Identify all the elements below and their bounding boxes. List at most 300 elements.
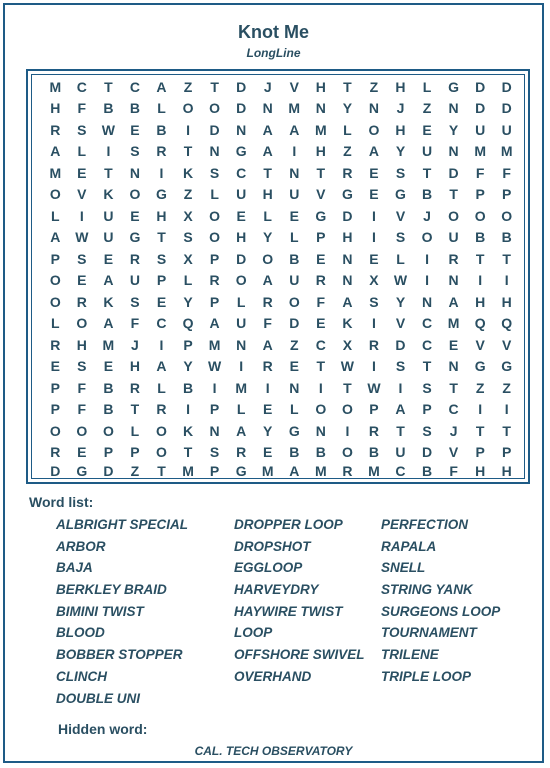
grid-cell: O [341, 444, 353, 461]
grid-cell: X [369, 272, 379, 289]
grid-cell: D [501, 100, 512, 117]
grid-cell: I [345, 422, 350, 439]
grid-cell: A [262, 272, 273, 289]
grid-cell: T [157, 229, 166, 246]
grid-cell: T [130, 401, 140, 418]
grid-cell: R [209, 272, 220, 289]
grid-cell: O [156, 444, 167, 461]
word-list-item: TRILENE [381, 647, 439, 663]
grid-cell: E [263, 401, 273, 418]
grid-cell: E [448, 336, 459, 353]
grid-cell: I [159, 336, 164, 353]
grid-cell: W [101, 121, 115, 138]
grid-cell: Z [343, 143, 352, 160]
grid-cell: B [315, 444, 326, 461]
grid-cell: I [371, 315, 376, 332]
grid-cell: G [341, 186, 353, 203]
grid-cell: D [50, 463, 61, 479]
grid-cell: V [289, 78, 299, 95]
letter-grid-inner-frame [31, 74, 525, 479]
grid-cell: O [49, 422, 61, 439]
grid-cell: E [156, 293, 167, 310]
grid-cell: N [236, 336, 247, 353]
grid-cell: N [209, 143, 220, 160]
grid-cell: N [129, 164, 140, 181]
grid-cell: E [289, 358, 299, 375]
grid-cell: S [209, 164, 220, 181]
grid-cell: Y [395, 293, 406, 310]
grid-cell: B [129, 100, 140, 117]
grid-cell: I [504, 272, 509, 289]
grid-cell: Y [448, 121, 459, 138]
grid-cell: B [103, 379, 114, 396]
grid-cell: N [289, 379, 300, 396]
grid-cell: W [340, 358, 354, 375]
grid-cell: I [186, 401, 190, 418]
grid-cell: A [342, 293, 353, 310]
grid-cell: G [474, 358, 486, 375]
grid-cell: M [474, 143, 486, 160]
grid-cell: T [316, 164, 326, 181]
grid-cell: L [343, 121, 352, 138]
grid-cell: V [316, 186, 326, 203]
word-list-item: RAPALA [381, 538, 437, 554]
word-list-item: BAJA [56, 560, 93, 576]
grid-cell: Z [289, 336, 299, 353]
grid-cell: C [129, 78, 140, 95]
grid-cell: F [77, 401, 87, 418]
grid-cell: G [235, 463, 247, 479]
grid-cell: H [395, 78, 406, 95]
hidden-word-answer: CAL. TECH OBSERVATORY [194, 744, 353, 758]
grid-cell: Y [183, 358, 193, 375]
grid-cell: R [156, 401, 167, 418]
grid-cell: O [262, 250, 274, 267]
word-list-item: BOBBER STOPPER [56, 647, 183, 663]
grid-cell: S [77, 121, 87, 138]
grid-cell: S [395, 229, 406, 246]
grid-cell: N [289, 164, 300, 181]
grid-cell: T [104, 164, 113, 181]
grid-cell: O [501, 207, 513, 224]
grid-cell: I [79, 207, 84, 224]
grid-cell: K [182, 422, 194, 439]
grid-cell: E [369, 250, 379, 267]
grid-cell: T [502, 422, 511, 439]
grid-cell: F [77, 379, 87, 396]
grid-cell: X [183, 207, 193, 224]
word-list-item: BIMINI TWIST [56, 603, 144, 619]
grid-cell: H [129, 358, 140, 375]
grid-cell: A [156, 78, 167, 95]
grid-cell: Z [502, 379, 511, 396]
grid-cell: M [500, 143, 513, 160]
grid-cell: F [263, 315, 272, 332]
grid-cell: D [475, 100, 486, 117]
grid-cell: U [103, 207, 114, 224]
grid-cell: S [77, 250, 87, 267]
grid-cell: I [159, 164, 164, 181]
grid-cell: O [49, 293, 61, 310]
grid-cell: D [342, 207, 353, 224]
grid-cell: K [342, 315, 353, 332]
grid-cell: W [75, 229, 89, 246]
grid-cell: P [50, 379, 60, 396]
grid-cell: N [315, 422, 326, 439]
grid-cell: I [371, 358, 376, 375]
grid-cell: O [76, 315, 88, 332]
grid-cell: O [341, 401, 353, 418]
grid-cell: S [130, 143, 140, 160]
grid-cell: E [369, 186, 379, 203]
grid-cell: P [316, 229, 326, 246]
grid-cell: K [182, 164, 194, 181]
grid-cell: X [342, 336, 353, 353]
grid-cell: D [475, 78, 486, 95]
grid-cell: B [103, 401, 114, 418]
grid-cell: R [448, 250, 459, 267]
word-list-item: CLINCH [56, 668, 107, 684]
grid-cell: I [292, 143, 297, 160]
grid-cell: E [316, 250, 326, 267]
word-list-item: HAYWIRE TWIST [234, 603, 343, 619]
grid-cell: V [448, 444, 459, 461]
grid-cell: E [130, 207, 140, 224]
grid-cell: P [209, 401, 220, 418]
grid-cell: E [103, 250, 114, 267]
grid-cell: V [395, 207, 406, 224]
grid-cell: P [475, 444, 485, 461]
letter-grid-frame [26, 69, 530, 484]
grid-cell: U [289, 186, 300, 203]
grid-cell: L [289, 401, 299, 418]
grid-cell: R [342, 463, 353, 479]
grid-cell: R [50, 121, 61, 138]
grid-cell: J [449, 422, 458, 439]
grid-cell: Z [422, 100, 432, 117]
grid-cell: T [183, 444, 193, 461]
word-list-item: TRIPLE LOOP [381, 668, 472, 684]
grid-cell: T [475, 422, 485, 439]
grid-cell: G [156, 186, 167, 203]
grid-cell: H [395, 121, 406, 138]
word-list-item: BERKLEY BRAID [56, 582, 167, 598]
grid-cell: M [447, 315, 460, 332]
grid-cell: U [103, 229, 114, 246]
grid-cell: T [343, 78, 352, 95]
grid-cell: R [129, 250, 140, 267]
grid-cell: M [314, 121, 327, 138]
grid-cell: R [156, 143, 167, 160]
grid-cell: U [421, 143, 433, 160]
grid-cell: L [50, 315, 60, 332]
grid-cell: M [182, 463, 194, 479]
grid-cell: H [156, 207, 167, 224]
word-list-item: DROPPER LOOP [234, 517, 343, 532]
grid-cell: T [449, 379, 458, 396]
grid-cell: B [368, 444, 379, 461]
grid-cell: N [236, 121, 247, 138]
grid-cell: O [156, 422, 167, 439]
grid-cell: L [130, 422, 140, 439]
grid-cell: D [421, 444, 433, 461]
grid-cell: L [422, 78, 432, 95]
grid-cell: R [262, 358, 273, 375]
grid-cell: L [236, 293, 246, 310]
grid-cell: E [369, 164, 379, 181]
grid-cell: O [448, 207, 460, 224]
grid-cell: M [102, 336, 115, 353]
grid-cell: O [209, 229, 221, 246]
grid-cell: E [103, 358, 114, 375]
grid-cell: Y [263, 422, 273, 439]
grid-cell: I [239, 358, 244, 375]
grid-cell: D [236, 100, 247, 117]
word-list-column-3 [381, 514, 500, 688]
grid-cell: K [103, 293, 114, 310]
grid-cell: F [130, 315, 140, 332]
grid-cell: L [396, 250, 405, 267]
grid-cell: G [395, 186, 406, 203]
hidden-word-label: Hidden word: [58, 721, 148, 737]
grid-cell: B [289, 250, 300, 267]
grid-cell: R [236, 444, 247, 461]
grid-cell: U [236, 186, 247, 203]
grid-cell: O [235, 272, 247, 289]
grid-cell: J [423, 207, 431, 224]
grid-cell: N [209, 422, 220, 439]
word-list-column-1 [56, 514, 188, 709]
word-list-item: STRING YANK [381, 582, 473, 598]
grid-cell: H [475, 463, 486, 479]
grid-cell: I [186, 121, 190, 138]
grid-cell: O [474, 207, 486, 224]
grid-cell: N [315, 100, 326, 117]
grid-cell: W [393, 272, 408, 289]
grid-cell: A [103, 315, 114, 332]
grid-cell: C [395, 463, 406, 479]
grid-cell: F [502, 164, 511, 181]
grid-cell: T [183, 143, 193, 160]
grid-cell: O [368, 121, 380, 138]
grid-cell: E [130, 121, 140, 138]
grid-cell: D [236, 78, 247, 95]
grid-cell: I [478, 401, 483, 418]
grid-cell: I [318, 379, 323, 396]
grid-cell: T [449, 186, 458, 203]
grid-cell: P [369, 401, 379, 418]
puzzle-page [3, 3, 544, 763]
grid-cell: S [422, 422, 432, 439]
word-list-column-2 [234, 514, 365, 688]
grid-cell: Z [183, 186, 193, 203]
grid-cell: P [156, 272, 167, 289]
grid-cell: M [314, 463, 327, 479]
grid-cell: N [342, 272, 353, 289]
grid-cell: P [209, 293, 220, 310]
grid-cell: T [343, 379, 352, 396]
grid-cell: T [157, 463, 166, 479]
grid-cell: V [395, 315, 406, 332]
grid-cell: V [502, 336, 512, 353]
grid-cell: R [50, 336, 61, 353]
grid-cell: Z [369, 78, 379, 95]
grid-cell: N [342, 250, 353, 267]
grid-cell: I [425, 272, 429, 289]
grid-cell: L [157, 100, 166, 117]
grid-cell: P [475, 186, 485, 203]
grid-cell: M [288, 100, 301, 117]
word-list-item: SURGEONS LOOP [381, 603, 501, 619]
grid-cell: G [235, 143, 247, 160]
grid-cell: I [425, 250, 429, 267]
grid-cell: N [448, 100, 459, 117]
grid-cell: L [236, 401, 246, 418]
grid-cell: O [209, 207, 221, 224]
grid-cell: Z [130, 463, 140, 479]
grid-cell: B [501, 229, 512, 246]
grid-cell: T [396, 422, 405, 439]
grid-cell: I [398, 379, 403, 396]
grid-cell: S [77, 358, 87, 375]
grid-cell: U [236, 315, 247, 332]
grid-cell: T [422, 164, 432, 181]
grid-cell: A [103, 272, 114, 289]
grid-cell: Q [474, 315, 486, 332]
grid-cell: U [129, 272, 140, 289]
grid-cell: U [475, 121, 486, 138]
grid-cell: P [50, 401, 60, 418]
word-list-item: LOOP [234, 625, 273, 641]
grid-cell: R [342, 164, 353, 181]
grid-cell: D [448, 164, 459, 181]
grid-cell: P [130, 444, 140, 461]
grid-cell: P [50, 250, 60, 267]
grid-cell: V [77, 186, 87, 203]
grid-cell: B [421, 463, 433, 479]
puzzle-subtitle: LongLine [246, 46, 301, 60]
grid-cell: A [262, 336, 273, 353]
grid-cell: G [315, 207, 327, 224]
grid-cell: M [261, 463, 274, 479]
grid-cell: P [502, 186, 512, 203]
grid-cell: Z [183, 78, 193, 95]
grid-cell: A [448, 293, 459, 310]
grid-cell: P [422, 401, 432, 418]
grid-cell: E [77, 272, 87, 289]
grid-cell: H [236, 229, 247, 246]
grid-cell: Y [263, 229, 273, 246]
grid-cell: N [262, 100, 273, 117]
grid-cell: G [76, 463, 88, 479]
grid-cell: C [315, 336, 326, 353]
grid-cell: H [50, 100, 61, 117]
grid-cell: E [316, 315, 326, 332]
grid-cell: S [130, 293, 140, 310]
grid-cell: T [263, 164, 272, 181]
grid-cell: P [502, 444, 512, 461]
grid-cell: B [475, 229, 486, 246]
grid-cell: A [262, 121, 273, 138]
puzzle-title: Knot Me [238, 22, 309, 42]
grid-cell: Q [501, 315, 513, 332]
word-list-item: EGGLOOP [234, 560, 303, 576]
word-list-item: ALBRIGHT SPECIAL [56, 517, 189, 532]
grid-cell: A [289, 463, 300, 479]
grid-cell: A [236, 422, 247, 439]
word-list-item: SNELL [381, 560, 426, 576]
grid-cell: A [262, 143, 273, 160]
grid-cell: N [368, 100, 379, 117]
grid-cell: S [422, 379, 432, 396]
grid-cell: D [209, 121, 220, 138]
grid-cell: L [77, 143, 87, 160]
grid-cell: D [501, 78, 512, 95]
grid-cell: E [422, 121, 432, 138]
grid-cell: N [448, 143, 459, 160]
grid-cell: G [288, 422, 300, 439]
grid-cell: T [210, 78, 219, 95]
grid-cell: C [236, 164, 247, 181]
grid-cell: B [289, 444, 300, 461]
grid-cell: T [475, 250, 485, 267]
grid-cell: I [504, 401, 509, 418]
word-list-item: TOURNAMENT [381, 625, 477, 641]
grid-cell: N [448, 358, 459, 375]
grid-cell: L [157, 379, 166, 396]
grid-cell: U [289, 272, 300, 289]
grid-cell: H [262, 186, 273, 203]
grid-cell: S [395, 164, 406, 181]
grid-cell: V [475, 336, 485, 353]
word-list-item: OVERHAND [234, 668, 312, 684]
grid-cell: J [131, 336, 139, 353]
grid-cell: F [449, 463, 458, 479]
grid-cell: H [315, 78, 326, 95]
grid-cell: K [103, 186, 114, 203]
grid-cell: D [395, 336, 406, 353]
grid-cell: G [501, 358, 513, 375]
grid-cell: I [212, 379, 217, 396]
grid-cell: O [49, 272, 61, 289]
grid-cell: I [371, 229, 376, 246]
grid-cell: T [104, 78, 113, 95]
letter-grid [42, 76, 520, 479]
grid-cell: O [315, 401, 327, 418]
grid-cell: H [315, 143, 326, 160]
grid-cell: R [262, 293, 273, 310]
grid-cell: H [501, 293, 512, 310]
grid-cell: A [156, 358, 167, 375]
word-list-item: BLOOD [56, 625, 105, 641]
grid-cell: M [368, 463, 380, 479]
grid-cell: R [368, 422, 379, 439]
grid-cell: D [236, 250, 247, 267]
grid-cell: R [76, 293, 87, 310]
grid-cell: N [448, 272, 459, 289]
grid-cell: A [289, 121, 300, 138]
grid-cell: C [421, 315, 433, 332]
word-list-item: OFFSHORE SWIVEL [234, 647, 365, 663]
grid-cell: M [235, 379, 247, 396]
grid-cell: O [49, 186, 61, 203]
grid-cell: Y [342, 100, 353, 117]
grid-cell: O [182, 100, 194, 117]
grid-cell: L [50, 207, 60, 224]
grid-cell: F [475, 164, 485, 181]
grid-cell: A [50, 229, 61, 246]
grid-cell: U [501, 121, 512, 138]
